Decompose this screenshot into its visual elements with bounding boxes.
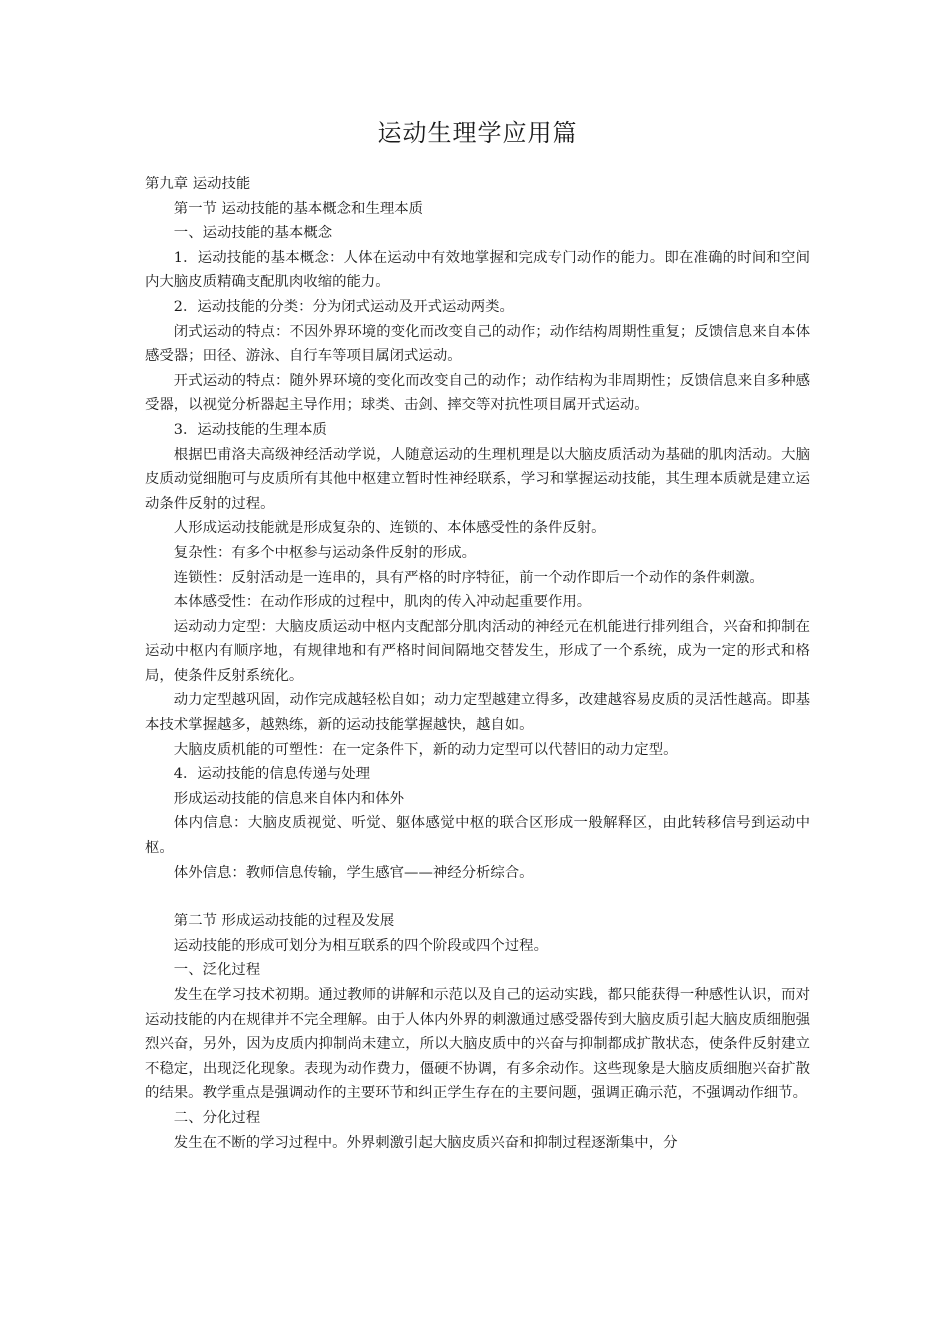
paragraph: 大脑皮质机能的可塑性：在一定条件下，新的动力定型可以代替旧的动力定型。 xyxy=(173,741,678,758)
paragraph: 复杂性：有多个中枢参与运动条件反射的形成。 xyxy=(173,544,477,561)
paragraph-gap xyxy=(145,885,810,909)
paragraph: 形成运动技能的信息来自体内和体外 xyxy=(173,790,405,807)
paragraph: 第二节 形成运动技能的过程及发展 xyxy=(173,913,395,930)
paragraph: 发生在不断的学习过程中。外界刺激引起大脑皮质兴奋和抑制过程逐渐集中，分 xyxy=(173,1134,678,1151)
paragraph: 第九章 运动技能 xyxy=(145,176,251,192)
paragraph: 根据巴甫洛夫高级神经活动学说，人随意运动的生理机理是以大脑皮质活动为基础的肌肉活动。大脑皮质动觉细胞可与皮质所有其他中枢建立暂时性神经联系，学习和掌握运动技能，其生理本质就是建立运动条件反射的过程。 xyxy=(145,446,810,512)
paragraph: 开式运动的特点：随外界环境的变化而改变自己的动作；动作结构为非周期性；反馈信息来自多种感受器，以视觉分析器起主导作用；球类、击剑、摔交等对抗性项目属开式运动。 xyxy=(145,372,810,414)
paragraph: 本体感受性：在动作形成的过程中，肌肉的传入冲动起重要作用。 xyxy=(173,594,592,611)
paragraph: 连锁性：反射活动是一连串的，具有严格的时序特征，前一个动作即后一个动作的条件刺激。 xyxy=(173,569,764,586)
paragraph: 3．运动技能的生理本质 xyxy=(173,421,327,438)
paragraph: 闭式运动的特点：不因外界环境的变化而改变自己的动作；动作结构周期性重复；反馈信息来自本体感受器；田径、游泳、自行车等项目属闭式运动。 xyxy=(145,323,810,365)
paragraph: 体外信息：教师信息传输，学生感官——神经分析综合。 xyxy=(173,864,534,881)
paragraph: 一、运动技能的基本概念 xyxy=(173,225,333,242)
paragraph: 2．运动技能的分类：分为闭式运动及开式运动两类。 xyxy=(173,298,514,315)
document-title: 运动生理学应用篇 xyxy=(377,119,578,147)
paragraph: 人形成运动技能就是形成复杂的、连锁的、本体感受性的条件反射。 xyxy=(173,520,606,537)
paragraph: 4．运动技能的信息传递与处理 xyxy=(173,766,371,783)
paragraph: 第一节 运动技能的基本概念和生理本质 xyxy=(173,200,424,217)
paragraph: 1．运动技能的基本概念：人体在运动中有效地掌握和完成专门动作的能力。即在准确的时间和空间内大脑皮质精确支配肌肉收缩的能力。 xyxy=(145,249,810,291)
paragraph: 二、分化过程 xyxy=(173,1109,261,1126)
document-body xyxy=(145,172,810,1155)
paragraph: 运动技能的形成可划分为相互联系的四个阶段或四个过程。 xyxy=(173,937,548,954)
paragraph: 体内信息：大脑皮质视觉、听觉、躯体感觉中枢的联合区形成一般解释区，由此转移信号到运动中枢。 xyxy=(145,815,810,857)
paragraph: 一、泛化过程 xyxy=(173,962,261,979)
paragraph: 运动动力定型：大脑皮质运动中枢内支配部分肌肉活动的神经元在机能进行排列组合，兴奋和抑制在运动中枢内有顺序地，有规律地和有严格时间间隔地交替发生，形成了一个系统，成为一定的形式和格局，使条件反射系统化。 xyxy=(145,618,810,684)
paragraph: 动力定型越巩固，动作完成越轻松自如；动力定型越建立得多，改建越容易皮质的灵活性越高。即基本技术掌握越多，越熟练，新的运动技能掌握越快，越自如。 xyxy=(145,692,810,734)
paragraph: 发生在学习技术初期。通过教师的讲解和示范以及自己的运动实践，都只能获得一种感性认识，而对运动技能的内在规律并不完全理解。由于人体内外界的刺激通过感受器传到大脑皮质引起大脑皮质细胞强烈兴奋，另外，因为皮质内抑制尚未建立，所以大脑皮质中的兴奋与抑制都成扩散状态，使条件反射建立不稳定，出现泛化现象。表现为动作费力，僵硬不协调，有多余动作。这些现象是大脑皮质细胞兴奋扩散的结果。教学重点是强调动作的主要环节和纠正学生存在的主要问题，强调正确示范，不强调动作细节。 xyxy=(145,987,810,1102)
